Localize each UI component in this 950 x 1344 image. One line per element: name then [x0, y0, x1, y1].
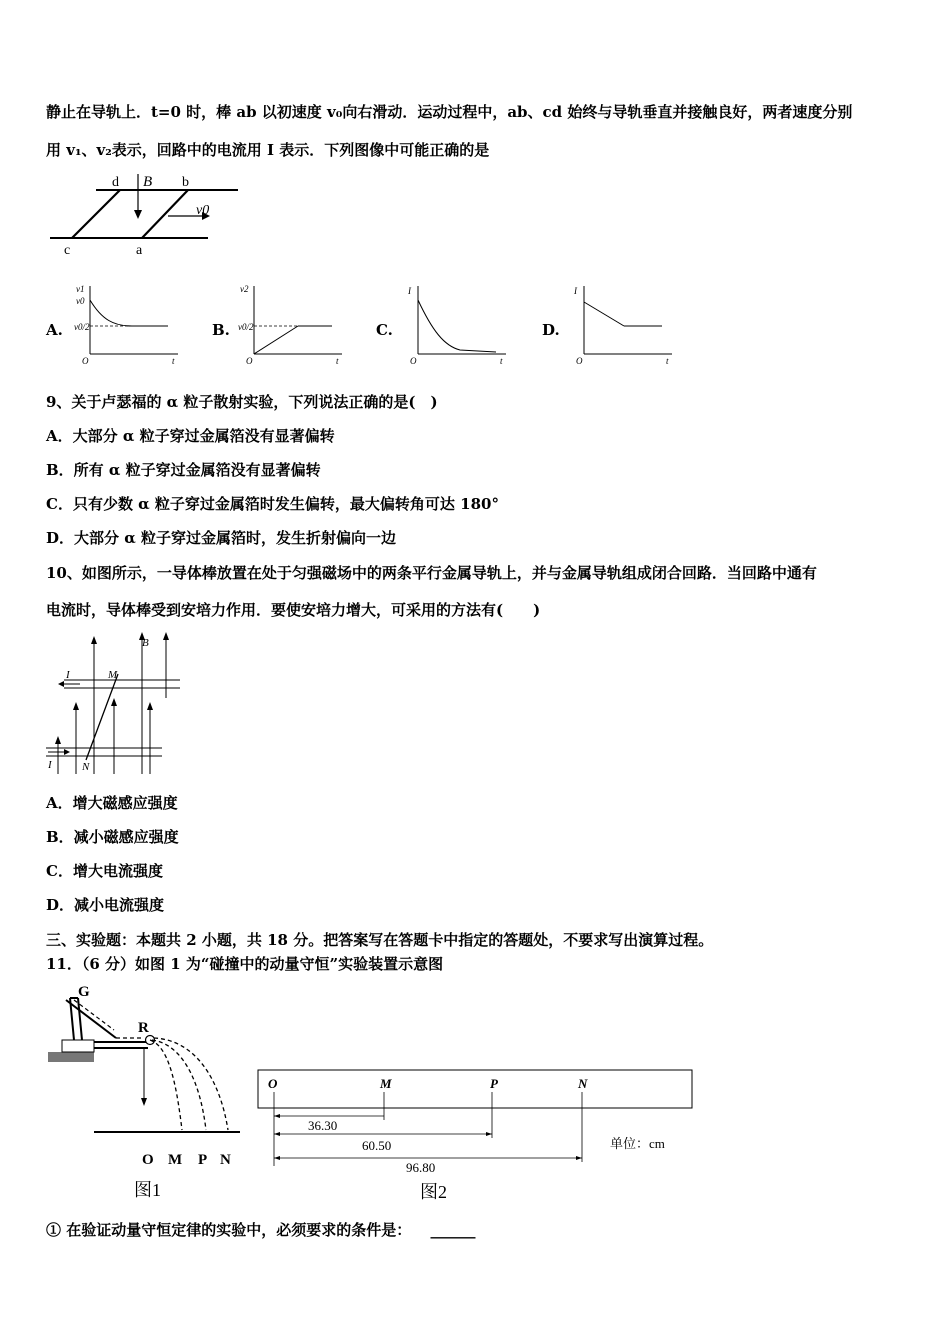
svg-text:O: O [142, 1152, 154, 1168]
q8-option-a-graph [72, 282, 184, 368]
q8-option-b-label[interactable]: B. [212, 321, 230, 339]
q9-option-c[interactable]: C．只有少数 α 粒子穿过金属箔时发生偏转，最大偏转角可达 180° [46, 495, 499, 513]
label-d: d [112, 175, 119, 190]
section3-heading: 三、实验题：本题共 2 小题，共 18 分。把答案写在答题卡中指定的答题处，不要求写出演算过程。 [46, 931, 714, 949]
q10-line2: 电流时，导体棒受到安培力作用．要使安培力增大，可采用的方法有( ) [46, 601, 541, 619]
q10-line1: 10、如图所示，一导体棒放置在处于匀强磁场中的两条平行金属导轨上，并与金属导轨组成闭合回路．当回路中通有 [46, 564, 817, 582]
q8-option-d-graph [566, 282, 678, 368]
label-a: a [136, 243, 143, 258]
svg-text:图1: 图1 [134, 1180, 161, 1200]
q11-stem: 11．（6 分）如图 1 为“碰撞中的动量守恒”实验装置示意图 [46, 955, 444, 973]
svg-text:t: t [336, 356, 339, 366]
svg-text:I: I [48, 759, 52, 771]
q8-rails-figure [46, 170, 246, 258]
q10-option-b[interactable]: B．减小磁感应强度 [46, 828, 179, 846]
q8-option-c-label[interactable]: C. [376, 321, 393, 339]
svg-text:v1: v1 [76, 284, 85, 294]
svg-text:N: N [220, 1152, 231, 1168]
q8-option-a-label[interactable]: A. [46, 321, 63, 339]
svg-text:G: G [78, 984, 90, 1000]
svg-text:B: B [142, 637, 149, 649]
svg-text:t: t [500, 356, 503, 366]
svg-text:60.50: 60.50 [362, 1138, 392, 1153]
svg-text:M: M [168, 1152, 183, 1168]
q10-option-a[interactable]: A．增大磁感应强度 [46, 794, 178, 812]
svg-text:N: N [578, 1076, 588, 1091]
svg-text:I: I [408, 286, 411, 296]
q9-option-d[interactable]: D．大部分 α 粒子穿过金属箔时，发生折射偏向一边 [46, 529, 396, 547]
q11-sub1 [46, 1220, 475, 1240]
svg-text:96.80: 96.80 [406, 1160, 436, 1175]
q9-stem: 9、关于卢瑟福的 α 粒子散射实验，下列说法正确的是( ) [46, 393, 438, 411]
q10-option-d[interactable]: D．减小电流强度 [46, 896, 165, 914]
answer-blank[interactable]: ______ [430, 1221, 476, 1239]
svg-text:P: P [198, 1152, 208, 1168]
q9-option-a[interactable]: A．大部分 α 粒子穿过金属箔没有显著偏转 [46, 427, 335, 445]
svg-text:v0/2: v0/2 [238, 322, 254, 332]
svg-text:M: M [108, 669, 118, 681]
q8-line2: 用 v₁、v₂表示，回路中的电流用 I 表示．下列图像中可能正确的是 [46, 141, 490, 159]
svg-text:O: O [576, 356, 583, 366]
svg-text:v2: v2 [240, 284, 249, 294]
svg-text:t: t [172, 356, 175, 366]
svg-text:图2: 图2 [420, 1182, 447, 1202]
svg-text:R: R [138, 1020, 149, 1036]
svg-text:P: P [490, 1076, 498, 1091]
q11-figure1 [44, 980, 244, 1202]
svg-text:t: t [666, 356, 669, 366]
svg-text:36.30: 36.30 [308, 1118, 338, 1133]
svg-text:O: O [410, 356, 417, 366]
svg-text:N: N [82, 761, 90, 773]
label-B: B [143, 174, 153, 190]
svg-text:O: O [82, 356, 89, 366]
svg-text:O: O [268, 1076, 278, 1091]
q10-option-c[interactable]: C．增大电流强度 [46, 862, 163, 880]
q10-figure [44, 630, 184, 776]
q8-line1: 静止在导轨上．t=0 时，棒 ab 以初速度 v₀向右滑动．运动过程中，ab、cd 始终与导轨垂直并接触良好，两者速度分别 [46, 103, 853, 121]
q11-figure2 [256, 1064, 700, 1204]
svg-text:v0/2: v0/2 [74, 322, 90, 332]
label-c: c [64, 243, 71, 258]
svg-text:O: O [246, 356, 253, 366]
q8-option-d-label[interactable]: D. [542, 321, 560, 339]
q11-sub1-text: ① 在验证动量守恒定律的实验中，必须要求的条件是： [46, 1221, 412, 1239]
svg-text:I: I [66, 669, 70, 681]
q9-option-b[interactable]: B．所有 α 粒子穿过金属箔没有显著偏转 [46, 461, 321, 479]
svg-text:M: M [380, 1076, 392, 1091]
label-v0: v0 [196, 203, 210, 218]
label-b: b [182, 175, 189, 190]
q8-option-b-graph [236, 282, 348, 368]
svg-text:单位：cm: 单位：cm [610, 1136, 665, 1151]
svg-text:v0: v0 [76, 296, 85, 306]
q8-option-c-graph [400, 282, 512, 368]
svg-text:I: I [574, 286, 577, 296]
